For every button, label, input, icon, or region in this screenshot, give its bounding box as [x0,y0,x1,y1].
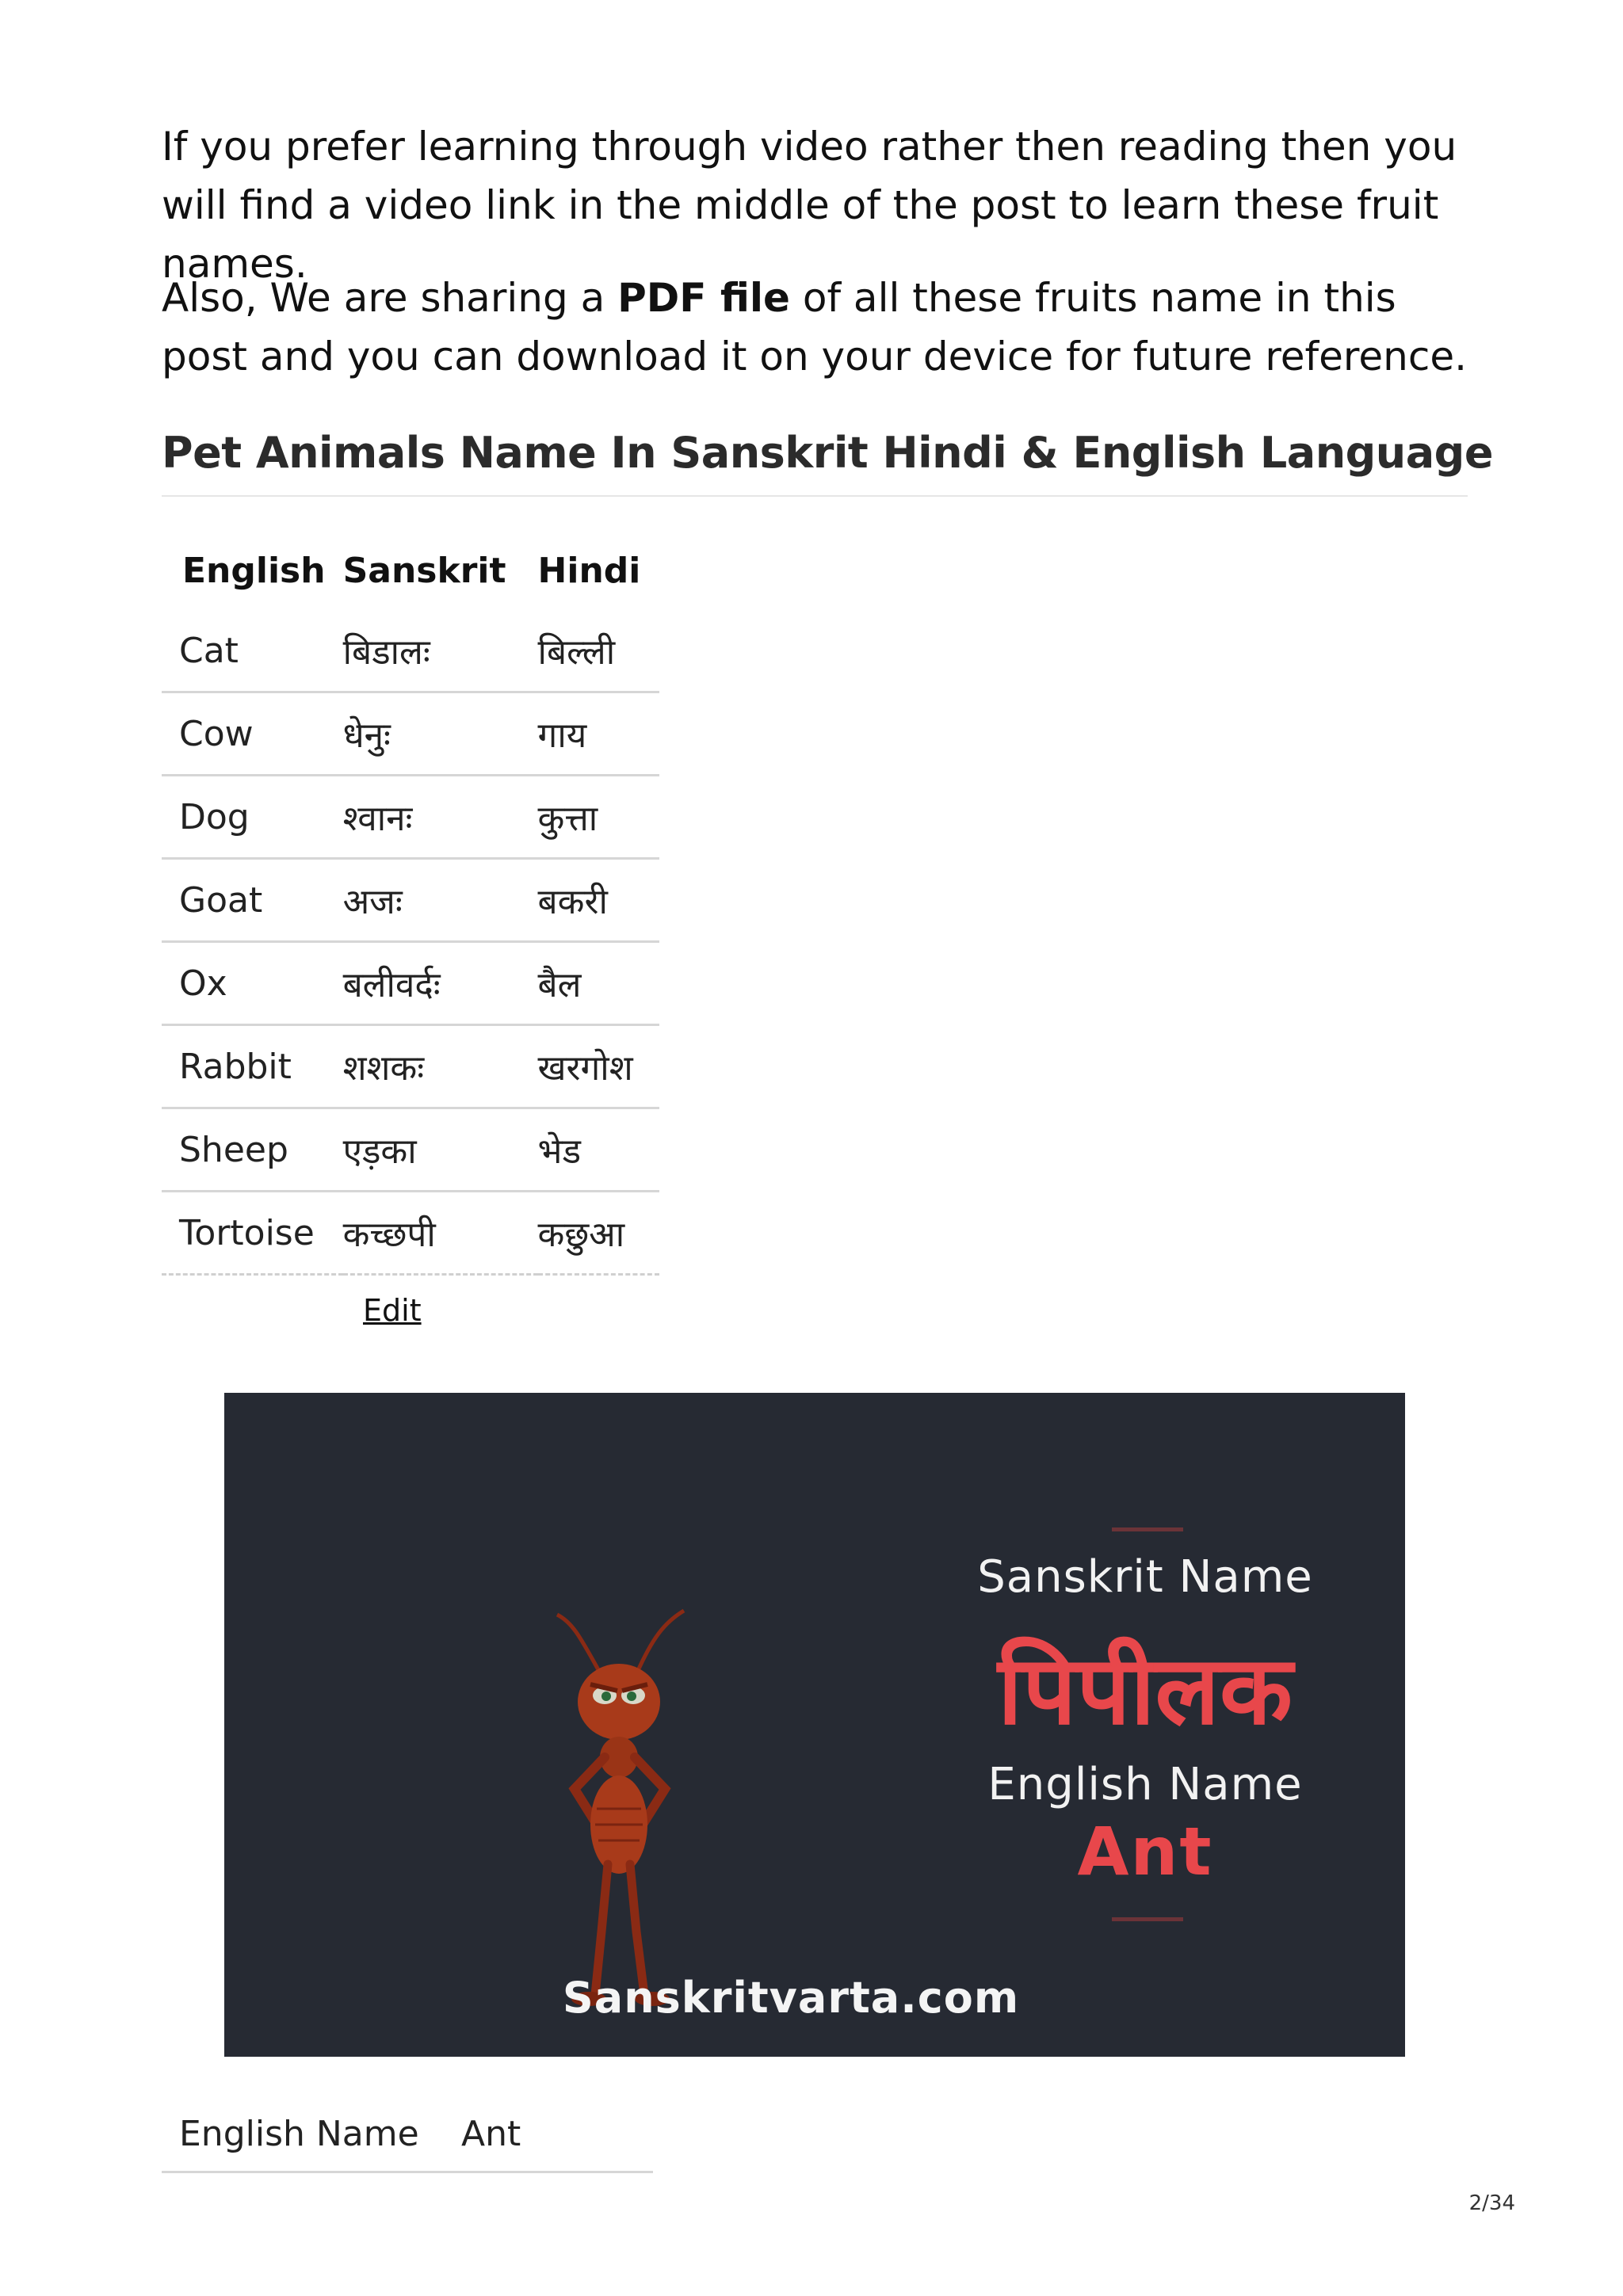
pdf-paragraph-end: of all these fruits name in this post and you can download it on your device for future reference. [162,275,1467,379]
cell-sanskrit: बिडालः [343,610,538,692]
cell-sanskrit: धेनुः [343,692,538,776]
cell-sanskrit: बलीवर्दः [343,942,538,1025]
cell-hindi: बिल्ली [538,610,660,692]
banner-site-name: Sanskritvarta.com [562,1973,1020,2023]
cell-sanskrit: श्वानः [343,776,538,859]
banner-accent-line-bottom [1112,1917,1183,1921]
table-row [162,859,659,942]
section-heading: Pet Animals Name In Sanskrit Hindi & English Language [162,428,1493,478]
cell-english: Cow [162,692,343,776]
cell-hindi: गाय [538,692,660,776]
header-hindi: Hindi [537,550,641,591]
cell-english: Tortoise [162,1192,343,1275]
cell-sanskrit: कच्छपी [343,1192,538,1275]
table-row [162,610,659,692]
header-sanskrit: Sanskrit [342,550,506,591]
table-header-row [162,531,659,610]
banner-accent-line-top [1112,1527,1183,1531]
cell-hindi: कछुआ [538,1192,660,1275]
ant-illustration-icon [525,1599,716,2011]
pdf-file-bold: PDF file [617,275,790,321]
page-number: 2/34 [1468,2191,1515,2215]
cell-english: Ox [162,942,343,1025]
table-row [162,942,659,1025]
cell-hindi: खरगोश [538,1025,660,1108]
header-english: English [182,550,326,591]
banner-english-word: Ant [1077,1813,1213,1890]
cell-english: Sheep [162,1108,343,1192]
table-row [162,692,659,776]
table-row [162,1192,659,1275]
pdf-paragraph [162,269,1493,386]
cell-english: Rabbit [162,1025,343,1108]
heading-divider [162,495,1468,497]
cell-english: Cat [162,610,343,692]
cell-english: Dog [162,776,343,859]
ant-banner-image [224,1393,1405,2057]
table-row [162,776,659,859]
table-row [162,1108,659,1192]
banner-sanskrit-label: Sanskrit Name [977,1551,1313,1603]
info-value: Ant [461,2114,521,2154]
cell-hindi: भेड [538,1108,660,1192]
cell-sanskrit: अजः [343,859,538,942]
pdf-paragraph-start: Also, We are sharing a [162,275,618,321]
intro-paragraph: If you prefer learning through video rather then reading then you will find a video link in the middle of the post to learn these fruit names. [162,124,1457,287]
edit-link[interactable]: Edit [363,1293,422,1328]
banner-sanskrit-word: पिपीलक [998,1636,1293,1746]
info-key: English Name [179,2114,419,2154]
cell-hindi: बकरी [538,859,660,942]
cell-english: Goat [162,859,343,942]
cell-hindi: कुत्ता [538,776,660,859]
banner-english-label: English Name [987,1759,1303,1810]
cell-sanskrit: एड़का [343,1108,538,1192]
animals-table [162,531,659,1276]
name-info-row [162,2092,653,2173]
cell-sanskrit: शशकः [343,1025,538,1108]
cell-hindi: बैल [538,942,660,1025]
table-row [162,1025,659,1108]
